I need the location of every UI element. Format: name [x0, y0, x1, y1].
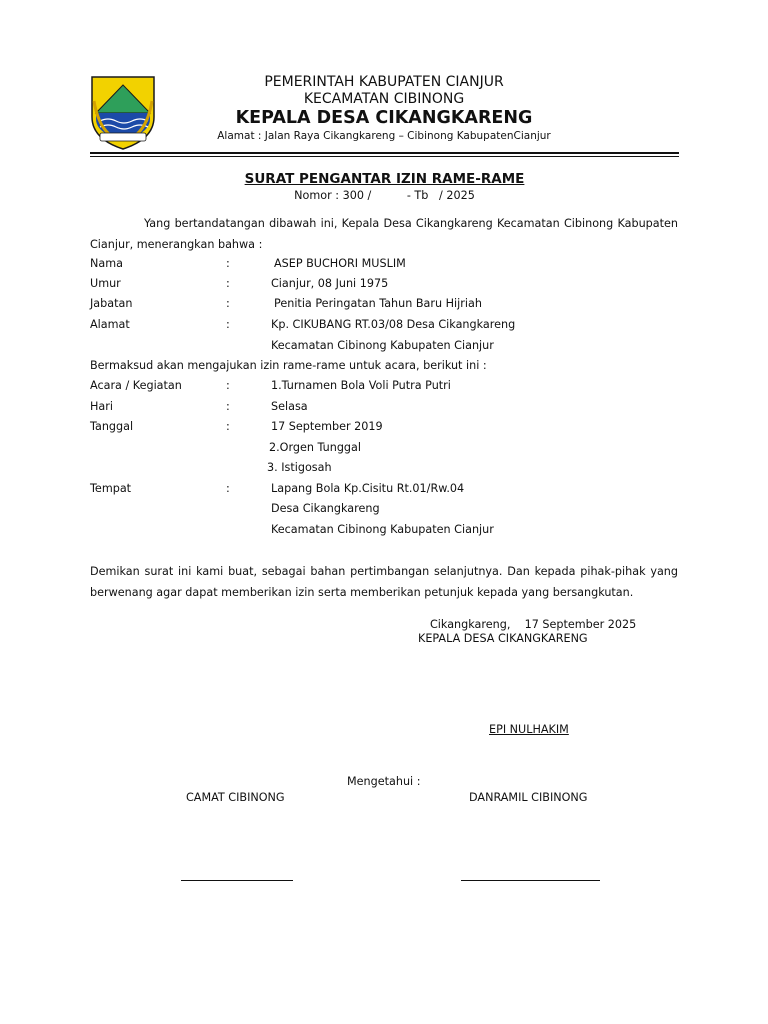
tanggal-colon: :	[226, 420, 230, 433]
header-government: PEMERINTAH KABUPATEN CIANJUR	[264, 74, 504, 90]
event-item-3: 3. Istigosah	[267, 461, 332, 474]
letter-number: Nomor : 300 / - Tb / 2025	[294, 189, 475, 202]
umur-value: Cianjur, 08 Juni 1975	[271, 277, 389, 290]
camat-signature-line	[181, 880, 293, 881]
header-address: Alamat : Jalan Raya Cikangkareng – Cibinong KabupatenCianjur	[217, 130, 551, 142]
hari-value: Selasa	[271, 400, 308, 413]
alamat-value-line2: Kecamatan Cibinong Kabupaten Cianjur	[271, 339, 494, 352]
header-divider-thick	[90, 152, 679, 154]
tanggal-value: 17 September 2019	[271, 420, 383, 433]
header-village-head: KEPALA DESA CIKANGKARENG	[235, 108, 533, 128]
danramil-signature-line	[461, 880, 600, 881]
signature-name: EPI NULHAKIM	[489, 723, 569, 736]
village-logo-icon	[88, 73, 158, 151]
event-item-2: 2.Orgen Tunggal	[269, 441, 361, 454]
acara-label: Acara / Kegiatan	[90, 379, 182, 392]
umur-label: Umur	[90, 277, 121, 290]
tempat-value-line1: Lapang Bola Kp.Cisitu Rt.01/Rw.04	[271, 482, 465, 495]
alamat-label: Alamat	[90, 318, 130, 331]
purpose-text: Bermaksud akan mengajukan izin rame-rame untuk acara, berikut ini :	[90, 359, 487, 372]
closing-paragraph: Demikan surat ini kami buat, sebagai bahan pertimbangan selanjutnya. Dan kepada pihak-pihak yang berwenang agar dapat memberikan izin serta memberikan petunjuk kepada yang bersangkutan.	[90, 565, 678, 599]
camat-title: CAMAT CIBINONG	[186, 791, 285, 804]
jabatan-colon: :	[226, 297, 230, 310]
nama-colon: :	[226, 257, 230, 270]
nama-value: ASEP BUCHORI MUSLIM	[274, 257, 406, 270]
header-district: KECAMATAN CIBINONG	[303, 91, 465, 107]
jabatan-value: Penitia Peringatan Tahun Baru Hijriah	[274, 297, 482, 310]
letter-title: SURAT PENGANTAR IZIN RAME-RAME	[244, 171, 525, 187]
umur-colon: :	[226, 277, 230, 290]
jabatan-label: Jabatan	[90, 297, 133, 310]
alamat-colon: :	[226, 318, 230, 331]
alamat-value-line1: Kp. CIKUBANG RT.03/08 Desa Cikangkareng	[271, 318, 516, 331]
danramil-title: DANRAMIL CIBINONG	[469, 791, 588, 804]
header-divider-thin	[90, 156, 679, 157]
acknowledge-label: Mengetahui :	[347, 775, 421, 788]
intro-paragraph: Yang bertandatangan dibawah ini, Kepala Desa Cikangkareng Kecamatan Cibinong Kabupaten Cianjur, menerangkan bahwa :	[90, 217, 678, 251]
tempat-label: Tempat	[90, 482, 132, 495]
tempat-value-line3: Kecamatan Cibinong Kabupaten Cianjur	[271, 523, 494, 536]
tempat-colon: :	[226, 482, 230, 495]
hari-colon: :	[226, 400, 230, 413]
acara-colon: :	[226, 379, 230, 392]
acara-value: 1.Turnamen Bola Voli Putra Putri	[271, 379, 451, 392]
signature-position: KEPALA DESA CIKANGKARENG	[418, 632, 588, 645]
signature-place-date: Cikangkareng, 17 September 2025	[430, 618, 637, 631]
tanggal-label: Tanggal	[90, 420, 134, 433]
hari-label: Hari	[90, 400, 113, 413]
nama-label: Nama	[90, 257, 123, 270]
tempat-value-line2: Desa Cikangkareng	[271, 502, 380, 515]
